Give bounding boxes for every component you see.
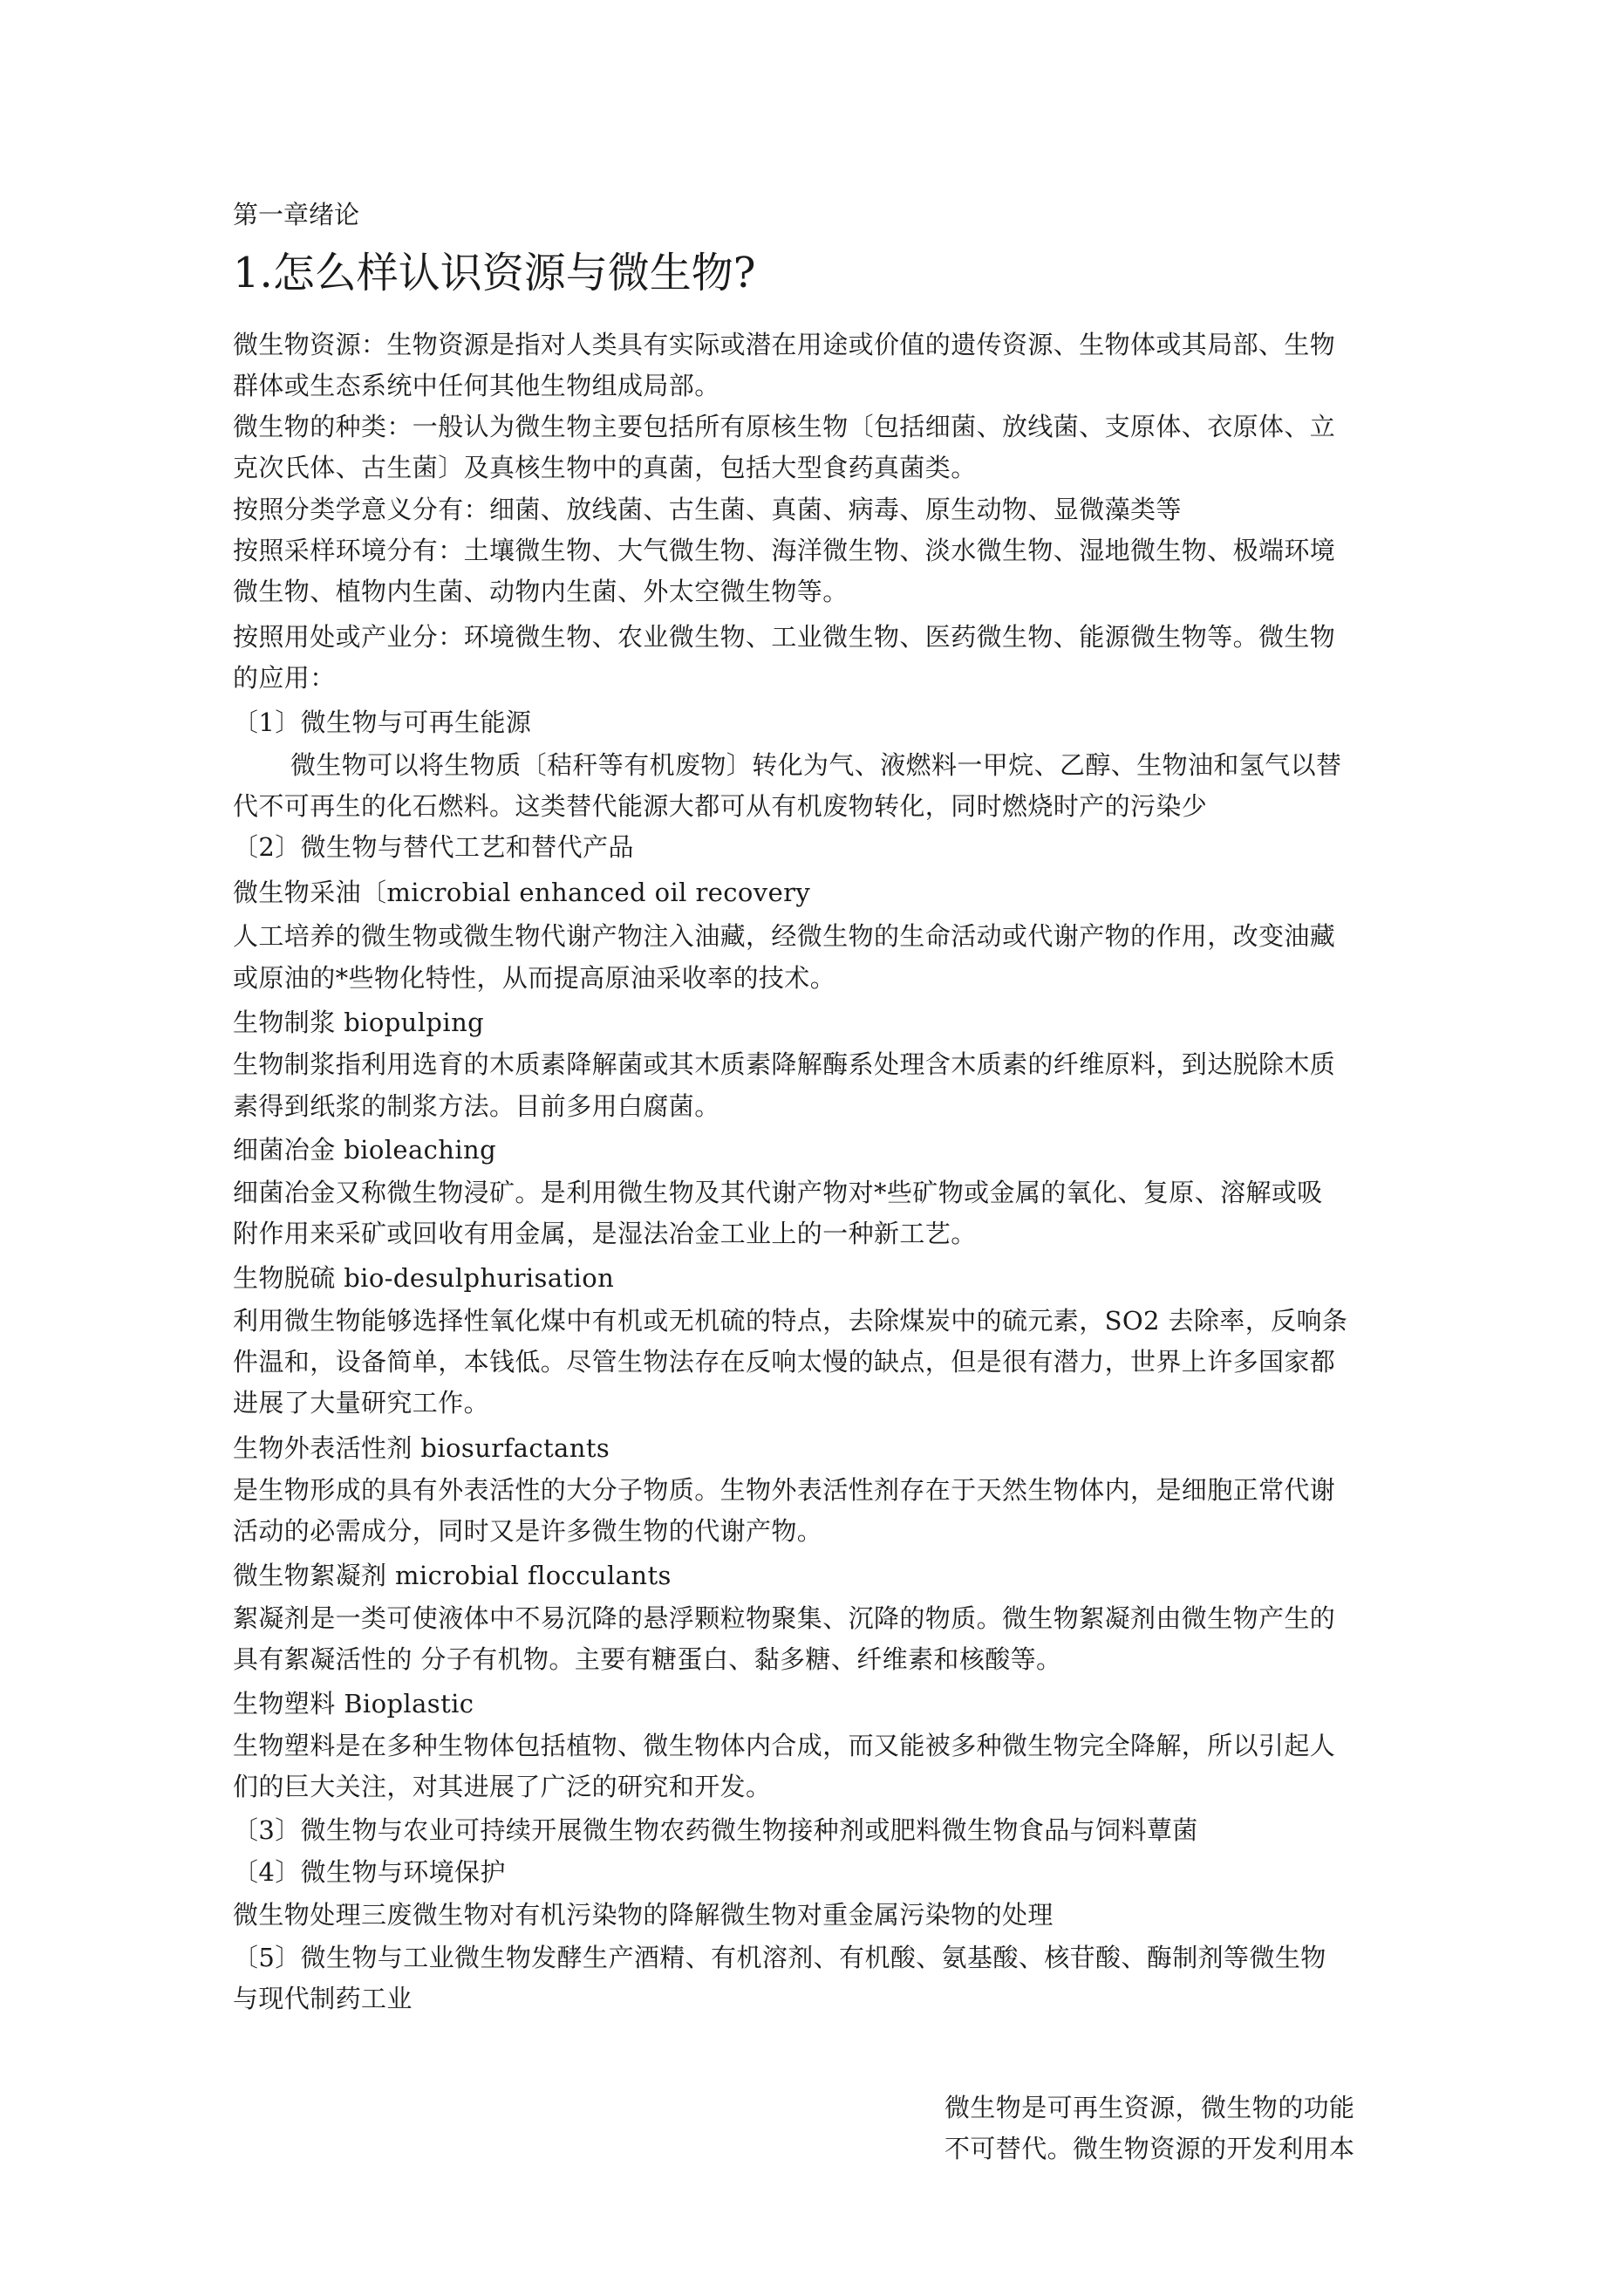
term-heading: 微生物絮凝剂 microbial flocculants	[233, 1561, 672, 1590]
body-line: 的应用：	[233, 663, 336, 693]
body-line: 细菌冶金又称微生物浸矿。是利用微生物及其代谢产物对*些矿物或金属的氧化、复原、溶解或吸	[233, 1178, 1323, 1207]
term-heading: 细菌冶金 bioleaching	[233, 1135, 497, 1165]
chapter-heading: 第一章绪论	[233, 200, 360, 229]
subsection-heading: 〔4〕微生物与环境保护	[233, 1857, 506, 1887]
section-title: 1.怎么样认识资源与微生物?	[233, 249, 756, 297]
subsection-heading: 〔1〕微生物与可再生能源	[233, 707, 532, 737]
body-line: 素得到纸浆的制浆方法。目前多用白腐菌。	[233, 1091, 720, 1121]
term-heading: 微生物采油〔microbial enhanced oil recovery	[233, 878, 811, 907]
body-line: 与现代制药工业	[233, 1984, 413, 2013]
body-line: 克次氏体、古生菌〕及真核生物中的真菌，包括大型食药真菌类。	[233, 453, 977, 482]
body-line: 群体或生态系统中任何其他生物组成局部。	[233, 371, 720, 400]
side-note-line: 不可替代。微生物资源的开发利用本	[944, 2134, 1355, 2163]
term-heading: 生物脱硫 bio-desulphurisation	[233, 1263, 615, 1293]
body-line: 微生物、植物内生菌、动物内生菌、外太空微生物等。	[233, 577, 849, 606]
term-heading: 生物塑料 Bioplastic	[233, 1689, 474, 1719]
body-line: 微生物处理三废微生物对有机污染物的降解微生物对重金属污染物的处理	[233, 1900, 1054, 1930]
term-heading: 生物制浆 biopulping	[233, 1008, 485, 1037]
body-line: 代不可再生的化石燃料。这类替代能源大都可从有机废物转化，同时燃烧时产的污染少	[233, 791, 1208, 821]
subsection-heading: 〔5〕微生物与工业微生物发酵生产酒精、有机溶剂、有机酸、氨基酸、核苷酸、酶制剂等微生物	[233, 1943, 1326, 1972]
body-line: 们的巨大关注，对其进展了广泛的研究和开发。	[233, 1772, 772, 1801]
term-heading: 生物外表活性剂 biosurfactants	[233, 1433, 610, 1463]
subsection-heading: 〔3〕微生物与农业可持续开展微生物农药微生物接种剂或肥料微生物食品与饲料蕈菌	[233, 1815, 1198, 1845]
body-line: 生物塑料是在多种生物体包括植物、微生物体内合成，而又能被多种微生物完全降解，所以引起人	[233, 1731, 1336, 1760]
body-line: 具有絮凝活性的 分子有机物。主要有糖蛋白、黏多糖、纤维素和核酸等。	[233, 1644, 1062, 1674]
body-line: 按照采样环境分有：土壤微生物、大气微生物、海洋微生物、淡水微生物、湿地微生物、极端环境	[233, 536, 1336, 565]
body-line: 生物制浆指利用选育的木质素降解菌或其木质素降解酶系处理含木质素的纤维原料，到达脱除木质	[233, 1049, 1336, 1079]
body-line: 是生物形成的具有外表活性的大分子物质。生物外表活性剂存在于天然生物体内，是细胞正常代谢	[233, 1475, 1336, 1505]
body-line: 人工培养的微生物或微生物代谢产物注入油藏，经微生物的生命活动或代谢产物的作用，改变油藏	[233, 921, 1336, 951]
body-line: 活动的必需成分，同时又是许多微生物的代谢产物。	[233, 1516, 823, 1546]
body-line: 按照分类学意义分有：细菌、放线菌、古生菌、真菌、病毒、原生动物、显微藻类等	[233, 495, 1182, 524]
body-line: 按照用处或产业分：环境微生物、农业微生物、工业微生物、医药微生物、能源微生物等。微生物	[233, 622, 1336, 652]
body-line: 或原油的*些物化特性，从而提高原油采收率的技术。	[233, 963, 836, 993]
body-line: 件温和，设备简单，本钱低。尽管生物法存在反响太慢的缺点，但是很有潜力，世界上许多国家都	[233, 1347, 1336, 1377]
side-note-line: 微生物是可再生资源，微生物的功能	[944, 2093, 1355, 2122]
subsection-heading: 〔2〕微生物与替代工艺和替代产品	[233, 832, 634, 862]
body-line: 微生物可以将生物质〔秸秆等有机废物〕转化为气、液燃料一甲烷、乙醇、生物油和氢气以替	[290, 750, 1342, 780]
body-line: 微生物资源：生物资源是指对人类具有实际或潜在用途或价值的遗传资源、生物体或其局部、生物	[233, 330, 1336, 359]
body-line: 进展了大量研究工作。	[233, 1388, 490, 1418]
body-line: 利用微生物能够选择性氧化煤中有机或无机硫的特点，去除煤炭中的硫元素，SO2 去除率，反响条	[233, 1306, 1348, 1336]
body-line: 微生物的种类：一般认为微生物主要包括所有原核生物〔包括细菌、放线菌、支原体、衣原体、立	[233, 412, 1336, 441]
body-line: 絮凝剂是一类可使液体中不易沉降的悬浮颗粒物聚集、沉降的物质。微生物絮凝剂由微生物产生的	[233, 1603, 1336, 1633]
body-line: 附作用来采矿或回收有用金属，是湿法冶金工业上的一种新工艺。	[233, 1219, 977, 1248]
